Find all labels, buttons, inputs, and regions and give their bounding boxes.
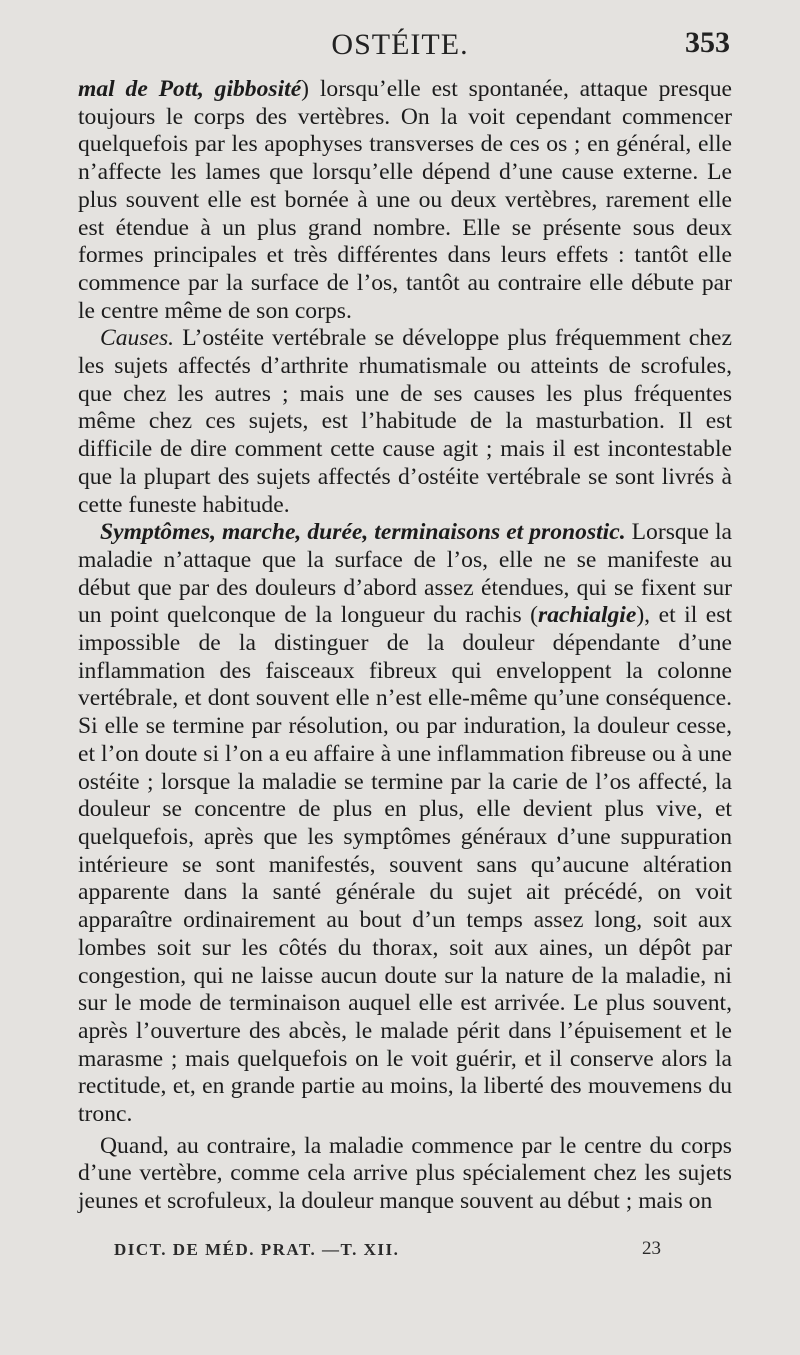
paragraph-continuation — [78, 76, 732, 325]
body-text — [78, 76, 732, 1216]
italic-term-mal-de-pott: mal de Pott, gibbosité — [78, 76, 302, 102]
paragraph-text: Lorsque la maladie n’attaque que la surface de l’os, elle ne se manifeste au début que par des douleurs d’abord assez étendues, qui se fixent sur un point quelconque de la longueur du rachis ( — [78, 519, 732, 629]
running-head — [0, 24, 800, 70]
paragraph-causes — [78, 325, 732, 519]
paragraph-symptomes — [78, 519, 732, 1128]
printer-signature: DICT. DE MÉD. PRAT. —T. XII. — [114, 1240, 400, 1259]
paragraph-text: ) lorsqu’elle est spontanée, attaque presque toujours le corps des vertèbres. On la voit cependant commencer quelquefois par les apophyses transverses de ces os ; en général, elle n’affecte les lames que lorsqu’elle dépend d’une cause externe. Le plus souvent elle est bornée à une ou deux vertèbres, rarement elle est étendue à un plus grand nombre. Elle se présente sous deux formes principales et très différentes dans leurs effets : tantôt elle commence par la surface de l’os, tantôt au contraire elle débute par le centre même de son corps. — [78, 76, 732, 324]
signature-number: 23 — [642, 1238, 661, 1259]
section-heading-symptomes: Symptômes, marche, durée, terminaisons et pronostic. — [100, 519, 626, 546]
page-number: 353 — [685, 26, 730, 59]
italic-term-rachialgie: rachialgie — [538, 602, 637, 629]
paragraph-quand: Quand, au contraire, la maladie commence par le centre du corps d’une vertèbre, comme cela arrive plus spécialement chez les sujets jeunes et scrofuleux, la douleur manque souvent au début ; mais on — [78, 1132, 732, 1215]
running-title: OSTÉITE. — [331, 28, 469, 61]
paragraph-text: L’ostéite vertébrale se développe plus fréquemment chez les sujets affectés d’arthrite rhumatismale ou atteints de scrofules, que chez les autres ; mais une de ses causes les plus fréquentes même chez ces sujets, est l’habitude de la masturbation. Il est difficile de dire comment cette cause agit ; mais il est incontestable que la plupart des sujets affectés d’ostéite vertébrale se sont livrés à cette funeste habitude. — [78, 325, 732, 518]
section-heading-causes: Causes. — [100, 325, 175, 352]
paragraph-text: ), et il est impossible de la distinguer de la douleur dépendante d’une inflammation des faisceaux fibreux qui enveloppent la colonne vertébrale, et dont souvent elle n’est elle-même qu’une conséquence. Si elle se termine par résolution, ou par induration, la douleur cesse, et l’on doute si l’on a eu affaire à une inflammation fibreuse ou à une ostéite ; lorsque la maladie se termine par la carie de l’os affecté, la douleur se concentre de plus en plus, elle devient plus vive, et quelquefois, après que les symptômes généraux d’une suppuration intérieure se sont manifestés, souvent sans qu’aucune altération apparente dans la santé générale du sujet ait précédé, on voit apparaître ordinairement au bout d’un temps assez long, soit aux lombes soit sur les côtés du thorax, soit aux aines, un dépôt par congestion, qui ne laisse aucun doute sur la nature de la maladie, ni sur le mode de terminaison auquel elle est arrivée. Le plus souvent, après l’ouverture des abcès, le malade périt dans l’épuisement et le marasme ; mais quelquefois on le voit guérir, et il conserve alors la rectitude, et, en grande partie au moins, la liberté des mouvemens du tronc. — [78, 602, 733, 1128]
